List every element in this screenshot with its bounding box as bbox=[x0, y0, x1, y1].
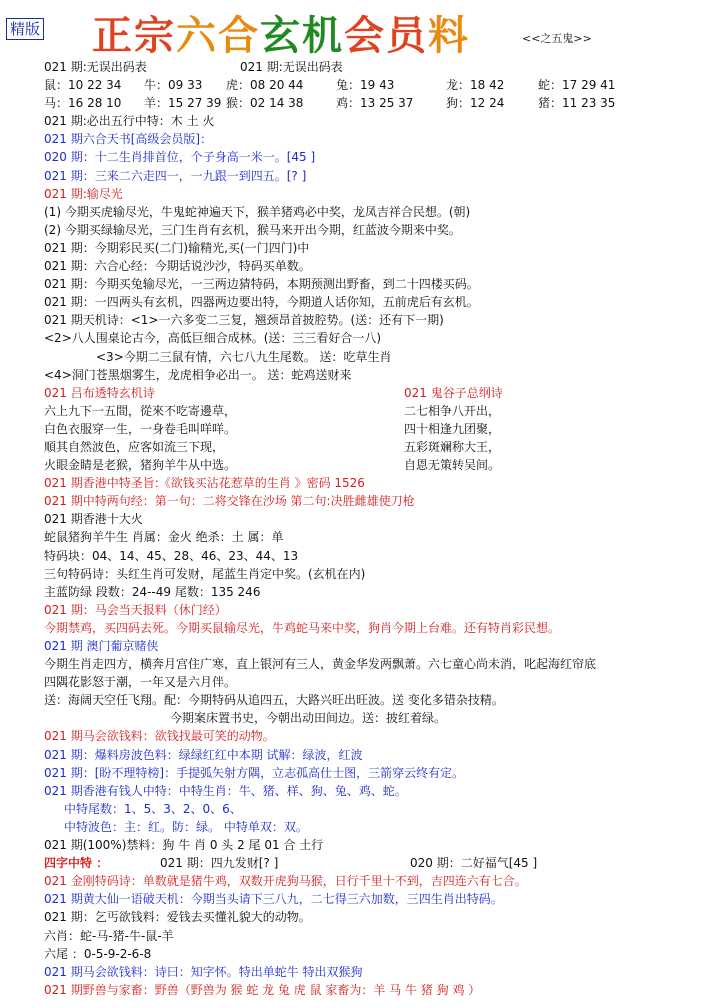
zodiac-cell: 牛：09 33 bbox=[144, 78, 203, 93]
four-char-label: 四字中特 ： bbox=[44, 856, 109, 871]
text-line: 021 期：今期买兔输尽光，一三两边猜特码，本期预测出野畜，到二十四楼买码。 bbox=[44, 277, 479, 292]
text-line: 今期禁鸡，买四码去死。今期买鼠输尽光，牛鸡蛇马来中奖，狗肖今期上台难。还有特肖彩民想。 bbox=[44, 620, 561, 635]
zodiac-cell: 虎：08 20 44 bbox=[226, 78, 304, 93]
poem-row bbox=[44, 438, 694, 456]
poem-left-line: 順其自然波色，应客如流三下现， bbox=[44, 439, 225, 454]
text-line: 四隅花影怒于潮，一年又是六月伴。 bbox=[44, 675, 237, 690]
text-line: 021 期野兽与家畜：野兽（野兽为 猴 蛇 龙 兔 虎 鼠 家畜为：羊 马 牛 猪 狗 鸡 ） bbox=[44, 982, 481, 997]
zodiac-cell: 鼠：10 22 34 bbox=[44, 78, 122, 93]
page-subtitle: <<之五鬼>> bbox=[522, 32, 592, 45]
edition-badge: 精版 bbox=[6, 18, 44, 40]
poem-titles bbox=[44, 384, 694, 402]
text-line: 021 期：爆料房波色料：绿绿红红中本期 试解：绿波，红波 bbox=[44, 747, 363, 762]
text-line: 021 期马会欲钱料：欲钱找最可笑的动物。 bbox=[44, 729, 275, 744]
zodiac-row bbox=[44, 76, 694, 94]
text-line: (1) 今期买虎输尽光，牛鬼蛇神遍天下，猴羊猪鸡必中奖，龙凤吉祥合民想。(朝) bbox=[44, 204, 471, 219]
text-line: 蛇鼠猪狗羊牛生 肖属：金火 绝杀：土 属：单 bbox=[44, 530, 284, 545]
title-part: 会员 bbox=[344, 12, 428, 59]
zodiac-head-left: 021 期:无误出码表 bbox=[44, 60, 147, 74]
four-char-mid: 021 期：四九发财[? ] bbox=[160, 856, 279, 871]
text-line: 021 期香港中特圣旨:《欲钱买沾花惹草的生肖 》密码 1526 bbox=[44, 476, 365, 491]
text-line: 021 期：[盼不理特榜]：手提弧矢射方隅，立志孤高仕士图，三箭穿云终有定。 bbox=[44, 765, 465, 780]
text-line: 021 期：三来二六走四一，一九跟一到四五。[? ] bbox=[44, 168, 307, 183]
verse-line: <4>洞门苍黑烟雾生，龙虎相争必出一。 送：蛇鸡送财来 bbox=[44, 367, 352, 382]
poem-left-title: 021 吕布透特玄机诗 bbox=[44, 385, 155, 400]
poem-row bbox=[44, 420, 694, 438]
text-line: 021 期马会欲钱料：诗曰：知字怀。特出单蛇牛 特出双猴狗 bbox=[44, 964, 363, 979]
poem-left-line: 白色衣服穿一生，一身卷毛叫咩咩。 bbox=[44, 421, 237, 436]
text-line: 021 期香港十大火 bbox=[44, 512, 143, 527]
poem-row bbox=[44, 402, 694, 420]
title-part: 六合 bbox=[176, 12, 260, 59]
text-line: 021 期：今期彩民买(二门)输精光,买(一门四门)中 bbox=[44, 240, 310, 255]
poem-right-line: 自恩无策转吴间。 bbox=[404, 458, 501, 473]
poem-right-line: 五彩斑斓称大王， bbox=[404, 439, 501, 454]
title-part: 料 bbox=[428, 12, 470, 59]
verse-line: <3>今期二三鼠有情，六七八九生尾数。 送：吃草生肖 bbox=[96, 349, 392, 364]
text-line: 021 期中特两句经：第一句：二将交锋在沙场 第二句:决胜雌雄使刀枪 bbox=[44, 494, 415, 509]
text-line: 021 期黄大仙一语破天机：今期当头请下三八九，二七得三六加数，三四生肖出特码。 bbox=[44, 892, 503, 907]
zodiac-cell: 羊：15 27 39 bbox=[144, 96, 222, 111]
text-line: 021 期(100%)禁料：狗 牛 肖 0 头 2 尾 01 合 土行 bbox=[44, 838, 324, 853]
zodiac-row bbox=[44, 94, 694, 112]
page-title bbox=[92, 4, 470, 61]
zodiac-cell: 狗：12 24 bbox=[446, 96, 505, 111]
text-line: <2>八人围桌论古今，高低巨细合成林。(送：三三看好合一八) bbox=[44, 331, 382, 346]
text-line: 021 期香港有钱人中特：中特生肖：牛、猪、样、狗、兔、鸡、蛇。 bbox=[44, 783, 407, 798]
text-line: 六尾 ：0-5-9-2-6-8 bbox=[44, 946, 152, 961]
text-line: 021 期：一四两头有玄机，四器两边要出特，今期道人话你知，五前虎后有玄机。 bbox=[44, 295, 479, 310]
poem-left-line: 火眼金睛是老猴，猪狗羊牛从中选。 bbox=[44, 458, 237, 473]
zodiac-cell: 龙：18 42 bbox=[446, 78, 505, 93]
title-part: 正宗 bbox=[92, 12, 176, 59]
text-line: 021 期 澳门葡京赌侠 bbox=[44, 639, 159, 653]
text-line: 三句特码诗：头红生肖可发财，尾蓝生肖定中奖。(玄机在内) bbox=[44, 566, 366, 581]
poem-left-line: 六上九下一五間，從來不吃寄邊草， bbox=[44, 403, 237, 418]
four-char-row bbox=[44, 854, 694, 872]
text-line: 020 期：十二生肖排首位，个子身高一米一。[45 ] bbox=[44, 150, 316, 165]
content bbox=[44, 58, 694, 999]
zodiac-cell: 鸡：13 25 37 bbox=[336, 96, 414, 111]
zodiac-cell: 蛇：17 29 41 bbox=[538, 78, 616, 93]
zodiac-cell: 马：16 28 10 bbox=[44, 96, 122, 111]
poem-right-line: 四十相逢九团聚， bbox=[404, 421, 501, 436]
zodiac-head bbox=[44, 58, 694, 76]
text-line: 主蓝防绿 段数：24--49 尾数：135 246 bbox=[44, 584, 261, 599]
text-line: 中特尾数：1、5、3、2、0、6、 bbox=[64, 801, 242, 816]
text-line: (2) 今期买绿输尽光，三门生肖有玄机，猴马来开出今期，红蓝波今期来中奖。 bbox=[44, 222, 461, 237]
text-line: 今期生肖走四方，横奔月宫住广寒，直上银河有三人，黄金华发两飘萧。六七童心尚未消，叱起海红帘底 bbox=[44, 657, 597, 672]
section-lines-2 bbox=[44, 474, 694, 854]
poem-row bbox=[44, 456, 694, 474]
zodiac-cell: 猪：11 23 35 bbox=[538, 96, 616, 111]
text-line: 021 期：六合心经：今期话说沙沙，特码买单数。 bbox=[44, 259, 311, 274]
text-line: 特码块：04、14、45、28、46、23、44、13 bbox=[44, 548, 299, 563]
text-line: 021 期:输尽光 bbox=[44, 186, 123, 201]
header bbox=[0, 0, 702, 62]
zodiac-cell: 兔：19 43 bbox=[336, 78, 395, 93]
zodiac-cell: 猴：02 14 38 bbox=[226, 96, 304, 111]
four-char-right: 020 期：二好福气[45 ] bbox=[410, 856, 538, 871]
text-line: 六肖：蛇-马-猪-牛-鼠-羊 bbox=[44, 928, 174, 943]
text-line: 今期案床置书史，今朝出动田间边。送：披红着绿。 bbox=[170, 711, 447, 726]
section-lines-3 bbox=[44, 872, 694, 999]
text-line: 021 期六合天书[高级会员版]： bbox=[44, 132, 213, 147]
text-line: 021 期：乞丐欲钱料：爱钱去买懂礼貌大的动物。 bbox=[44, 910, 311, 925]
text-line: 021 金刚特码诗：单数就是猪牛鸡，双数开虎狗马猴，日行千里十不到，吉四连六有七合。 bbox=[44, 874, 527, 889]
poem-right-line: 二七相争八开出， bbox=[404, 403, 501, 418]
text-line: 021 期:必出五行中特：木 土 火 bbox=[44, 114, 215, 129]
section-lines-1 bbox=[44, 112, 694, 347]
title-part: 玄机 bbox=[260, 12, 344, 59]
text-line: 中特波色：主：红。防：绿。 中特单双：双。 bbox=[64, 819, 308, 834]
poem-right-title: 021 鬼谷子总纲诗 bbox=[404, 385, 503, 400]
text-line: 送：海阔天空任飞翔。配：今期特码从追四五，大路兴旺出旺波。送 变化多错杂技精。 bbox=[44, 693, 504, 708]
zodiac-head-right: 021 期:无误出码表 bbox=[240, 60, 343, 74]
text-line: 021 期：马会当天报料（休门经） bbox=[44, 602, 227, 617]
text-line: 021 期天机诗：<1>一六多变二三复，翘颈昂首披腔势。(送：还有下一期) bbox=[44, 313, 444, 328]
